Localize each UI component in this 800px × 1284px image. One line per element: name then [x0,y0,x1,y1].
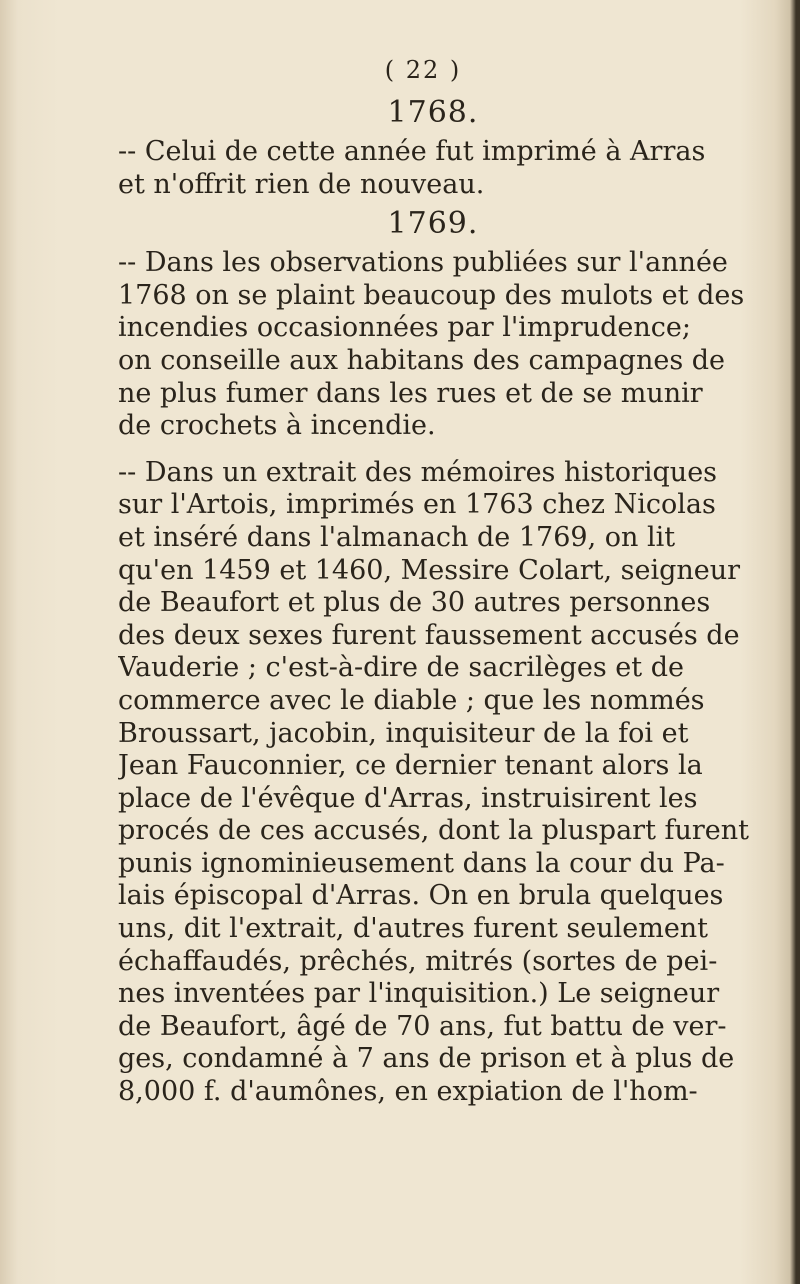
text-line: Jean Fauconnier, ce dernier tenant alors la [118,750,703,782]
text-line: Vauderie ; c'est-à-dire de sacrilèges et de [118,652,684,684]
page-text [118,50,788,1109]
text-line: de Beaufort, âgé de 70 ans, fut battu de ver- [118,1010,727,1042]
text-line: punis ignominieusement dans la cour du Pa- [118,847,725,879]
text-line: Broussart, jacobin, inquisiteur de la foi et [118,717,689,749]
paragraph-observations [118,247,788,443]
text-line: et n'offrit rien de nouveau. [118,168,485,200]
text-line: place de l'évêque d'Arras, instruisirent les [118,782,698,814]
text-line: échaffaudés, prêchés, mitrés (sortes de pei- [118,945,718,977]
text-line: on conseille aux habitans des campagnes de [118,344,726,376]
text-line: -- Dans un extrait des mémoires historiques [118,456,718,488]
text-line: procés de ces accusés, dont la pluspart furent [118,815,750,847]
text-line: -- Dans les observations publiées sur l'année [118,247,728,279]
year-heading-1768: 1768. [387,95,479,130]
text-line: lais épiscopal d'Arras. On en brula quelques [118,880,724,912]
text-line: 1768 on se plaint beaucoup des mulots et des [118,279,745,311]
text-line: 8,000 f. d'aumônes, en expiation de l'hom- [118,1076,698,1108]
text-line: sur l'Artois, imprimés en 1763 chez Nicolas [118,489,716,521]
text-line: ges, condamné à 7 ans de prison et à plus de [118,1043,735,1075]
text-line: qu'en 1459 et 1460, Messire Colart, seigneur [118,554,741,586]
page-number: ( 22 ) [384,56,462,84]
text-line: et inséré dans l'almanach de 1769, on lit [118,521,676,553]
text-line: commerce avec le diable ; que les nommés [118,684,705,716]
text-line: des deux sexes furent faussement accusés de [118,619,740,651]
text-line: ne plus fumer dans les rues et de se munir [118,377,703,409]
text-line: -- Celui de cette année fut imprimé à Arras [118,136,706,167]
text-line: de crochets à incendie. [118,410,436,442]
paragraph-extrait [118,457,788,1109]
text-line: uns, dit l'extrait, d'autres furent seulement [118,913,709,945]
text-line: de Beaufort et plus de 30 autres personnes [118,587,711,619]
year-heading-1769: 1769. [387,206,479,242]
text-line: nes inventées par l'inquisition.) Le seigneur [118,978,720,1010]
text-line: incendies occasionnées par l'imprudence; [118,312,691,344]
paragraph-1768 [118,136,788,201]
